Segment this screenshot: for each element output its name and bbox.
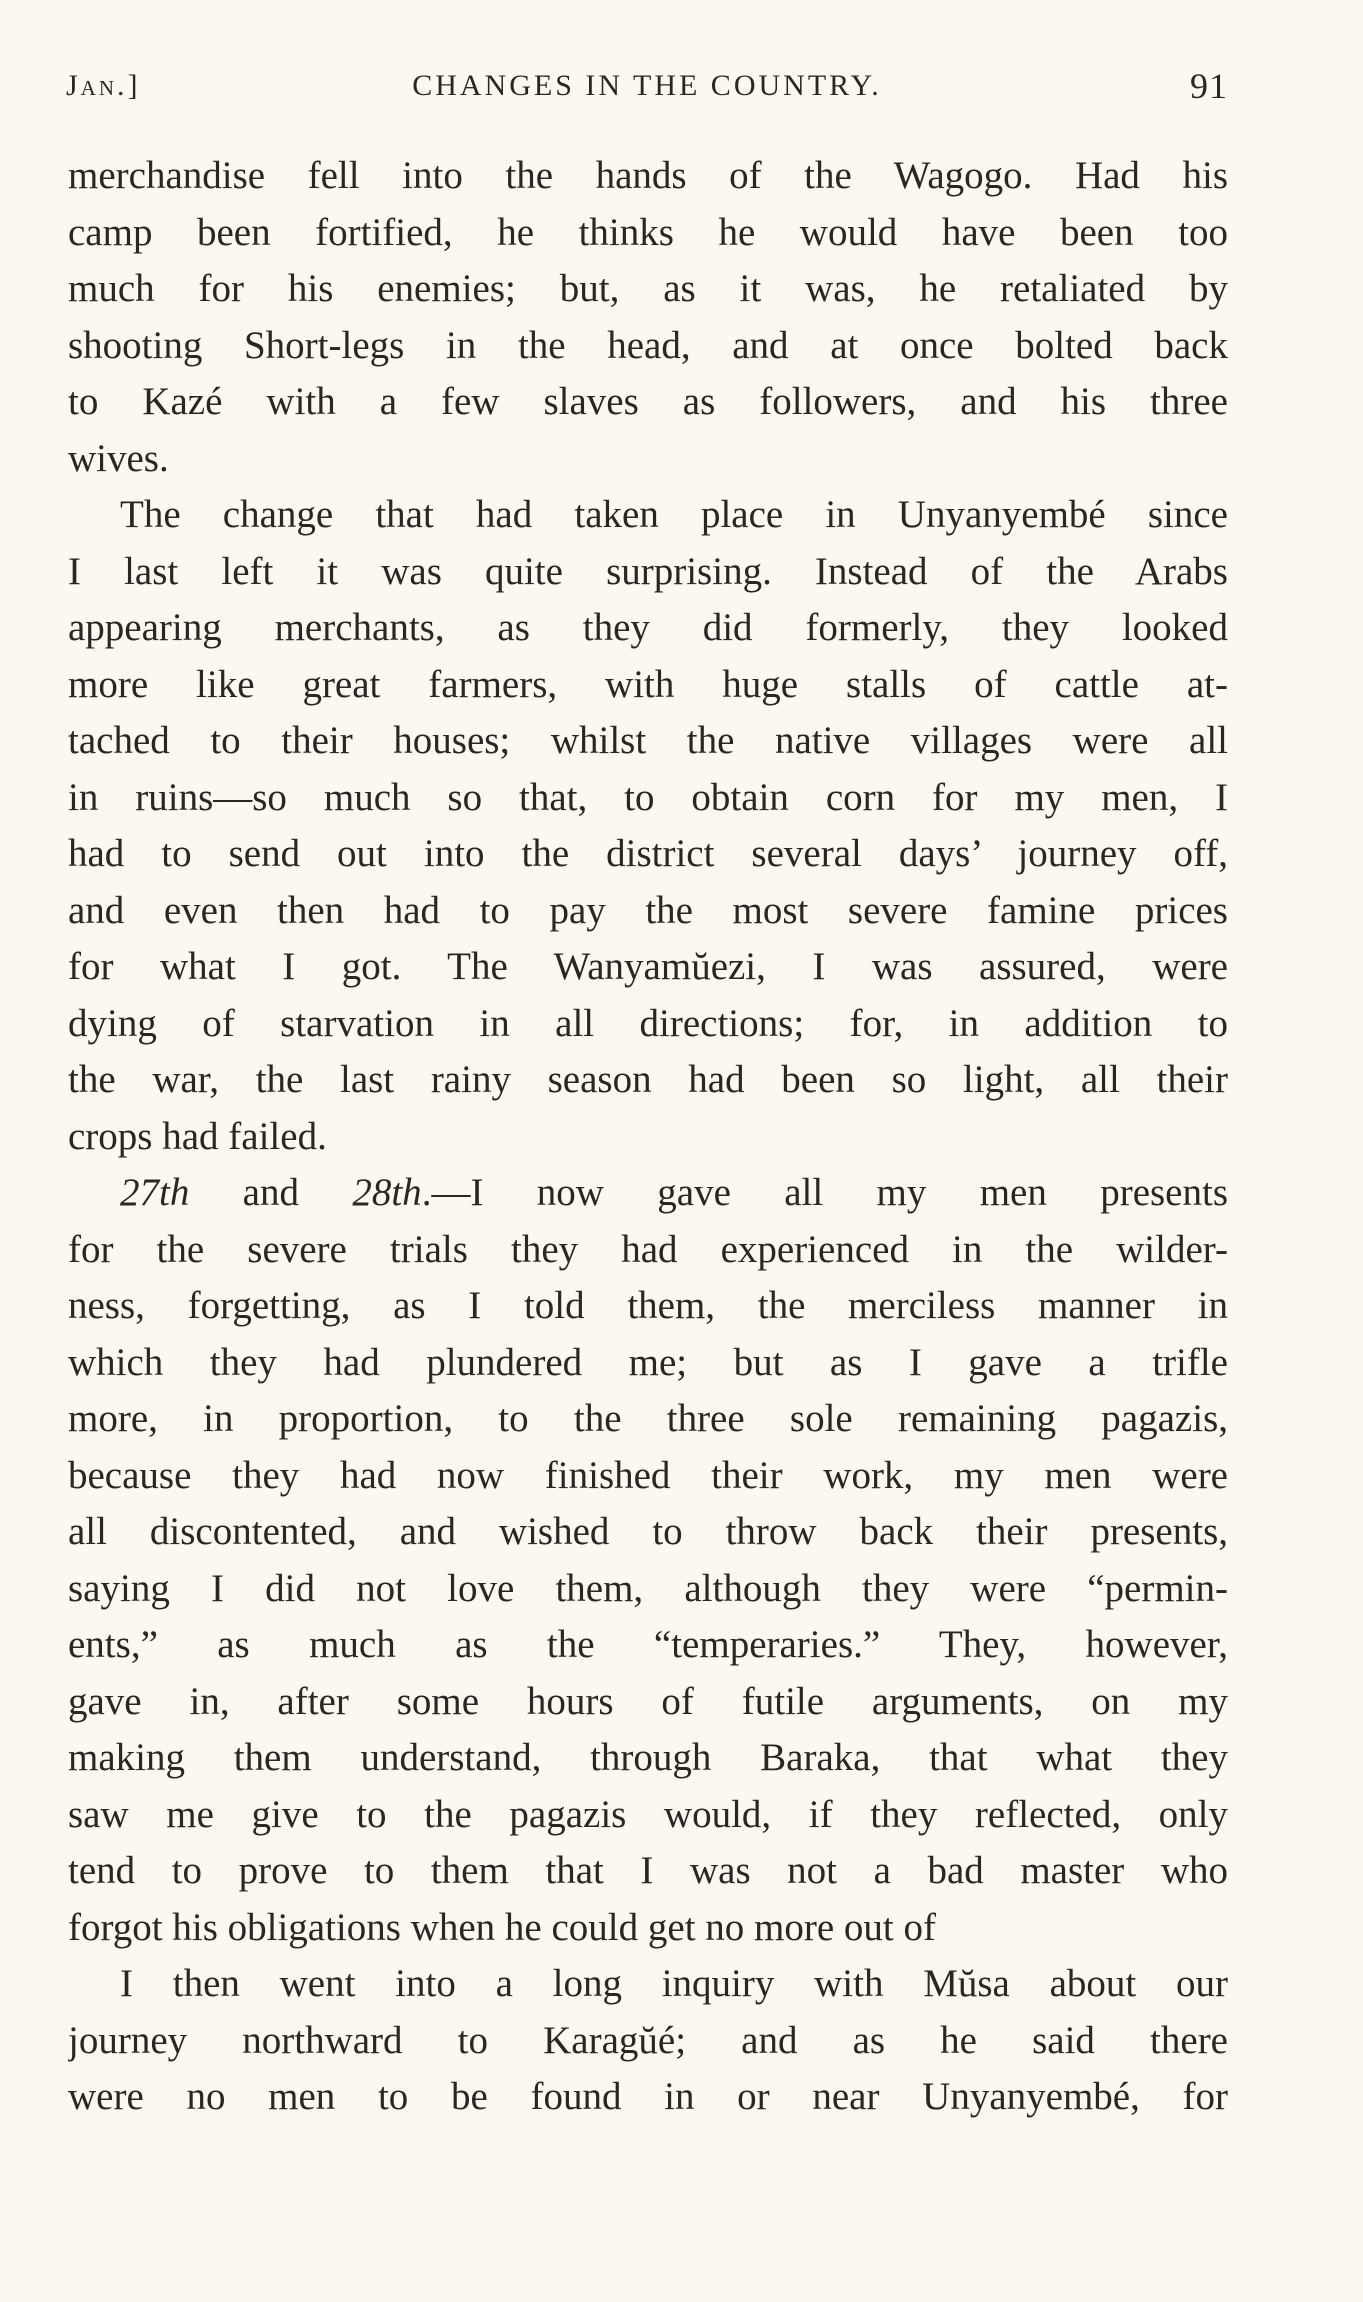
text-line: merchandise fell into the hands of the Wagogo. Had his <box>68 154 1228 197</box>
date-first: 27th <box>120 1171 190 1214</box>
text-line: saw me give to the pagazis would, if they reflected, only <box>68 1792 1228 1836</box>
text-line: gave in, after some hours of futile arguments, on my <box>68 1679 1228 1723</box>
text-line: tached to their houses; whilst the native villages were all <box>68 719 1228 762</box>
text-line: for what I got. The Wanyamŭezi, I was assured, were <box>68 945 1228 988</box>
text-line: for the severe trials they had experienced in the wilder- <box>68 1227 1228 1271</box>
running-head-title: CHANGES IN THE COUNTRY. <box>412 69 882 102</box>
first-line-rest: .—I now gave all my men presents <box>421 1171 1228 1214</box>
text-line: appearing merchants, as they did formerly, they looked <box>68 606 1228 649</box>
paragraph-3 <box>68 1165 1228 1956</box>
body-text <box>68 148 1228 2126</box>
text-line: ents,” as much as the “temperaries.” They, however, <box>68 1623 1228 1666</box>
text-line: forgot his obligations when he could get no more out of <box>68 1905 936 1949</box>
text-line: which they had plundered me; but as I gave a trifle <box>68 1340 1228 1384</box>
running-head-month: Jan.] <box>66 69 141 102</box>
text-line <box>68 1165 1228 1222</box>
text-line: I then went into a long inquiry with Mŭsa about our <box>120 1962 1228 2005</box>
text-line: to Kazé with a few slaves as followers, and his three <box>68 380 1228 423</box>
text-line: I last left it was quite surprising. Instead of the Arabs <box>68 549 1228 593</box>
text-line: more, in proportion, to the three sole remaining pagazis, <box>68 1397 1228 1440</box>
text-line: tend to prove to them that I was not a bad master who <box>68 1849 1228 1892</box>
page-number: 91 <box>1190 66 1228 106</box>
paragraph-2 <box>68 487 1228 1165</box>
text-line: wives. <box>68 436 169 480</box>
text-line: were no men to be found in or near Unyanyembé, for <box>68 2075 1228 2118</box>
text-line: much for his enemies; but, as it was, he retaliated by <box>68 267 1228 310</box>
text-line: crops had failed. <box>68 1114 327 1158</box>
text-line: in ruins—so much so that, to obtain corn for my men, I <box>68 775 1228 819</box>
running-head <box>66 62 1228 110</box>
text-line: saying I did not love them, although they were “permin- <box>68 1566 1228 1610</box>
date-conjunction: and <box>189 1171 353 1214</box>
paragraph-1 <box>68 148 1228 487</box>
text-line: shooting Short-legs in the head, and at once bolted back <box>68 323 1228 367</box>
text-line: and even then had to pay the most severe famine prices <box>68 888 1228 932</box>
text-line: because they had now finished their work, my men were <box>68 1453 1228 1497</box>
text-line: more like great farmers, with huge stalls of cattle at- <box>68 662 1228 706</box>
text-line: had to send out into the district several days’ journey off, <box>68 832 1228 875</box>
text-line: camp been fortified, he thinks he would have been too <box>68 210 1228 254</box>
text-line: making them understand, through Baraka, that what they <box>68 1736 1228 1779</box>
text-line: all discontented, and wished to throw back their presents, <box>68 1510 1228 1553</box>
text-line: the war, the last rainy season had been so light, all their <box>68 1058 1228 1101</box>
text-line: dying of starvation in all directions; for, in addition to <box>68 1001 1228 1045</box>
paragraph-4 <box>68 1956 1228 2126</box>
text-line: The change that had taken place in Unyanyembé since <box>120 493 1228 536</box>
text-line: journey northward to Karagŭé; and as he said there <box>68 2018 1228 2062</box>
text-line: ness, forgetting, as I told them, the merciless manner in <box>68 1284 1228 1327</box>
date-second: 28th <box>352 1171 422 1214</box>
